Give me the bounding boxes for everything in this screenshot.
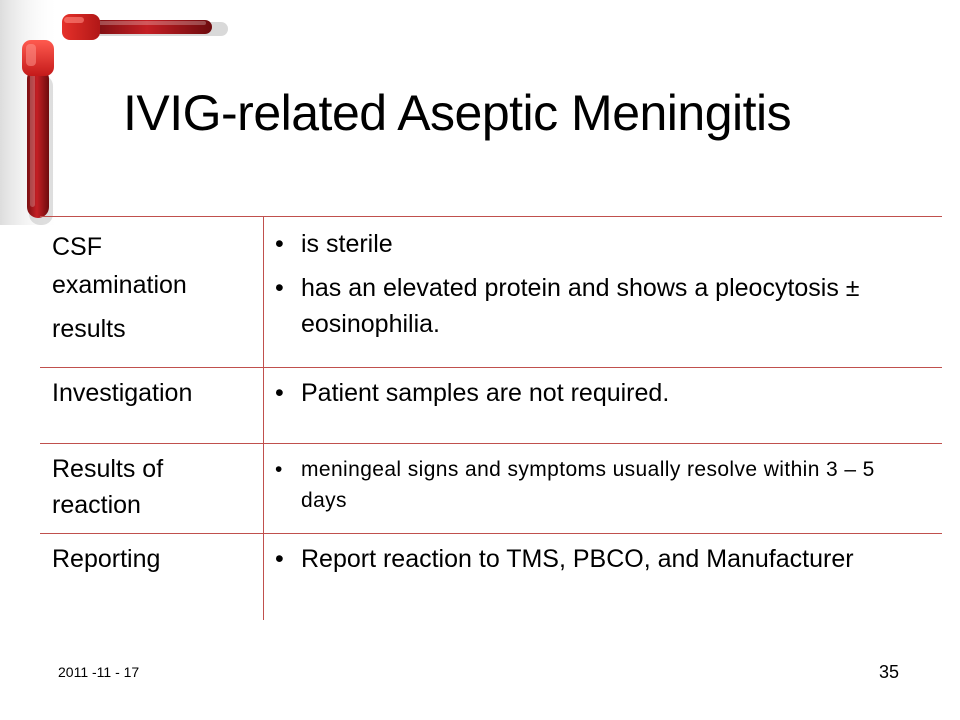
bullet-item: • is sterile xyxy=(275,226,925,262)
table-row xyxy=(40,533,942,620)
bullet-list xyxy=(275,541,925,577)
row-label-reporting: Reporting xyxy=(52,545,161,573)
row-label-line: examination xyxy=(52,271,187,299)
bullet-item: • has an elevated protein and shows a pleocytosis ± eosinophilia. xyxy=(275,270,925,342)
table-row xyxy=(40,216,942,367)
row-label-csf xyxy=(52,228,262,348)
table-row xyxy=(40,443,942,533)
slide-title: IVIG-related Aseptic Meningitis xyxy=(123,85,792,141)
bullet-list xyxy=(275,226,925,342)
page-number: 35 xyxy=(879,662,900,682)
row-label-investigation: Investigation xyxy=(52,379,193,407)
footer-date: 2011 -11 - 17 xyxy=(58,664,140,680)
bullet-item: • meningeal signs and symptoms usually resolve within 3 – 5 days xyxy=(275,454,925,516)
row-label-results-of-reaction: Results of reaction xyxy=(52,455,164,519)
bullet-item: • Report reaction to TMS, PBCO, and Manufacturer xyxy=(275,541,925,577)
bullet-list xyxy=(275,454,925,516)
table-row xyxy=(40,367,942,443)
row-label-line: CSF xyxy=(52,233,102,261)
bullet-list xyxy=(275,375,925,411)
row-label-line: results xyxy=(52,315,126,343)
bullet-item: • Patient samples are not required. xyxy=(275,375,925,411)
